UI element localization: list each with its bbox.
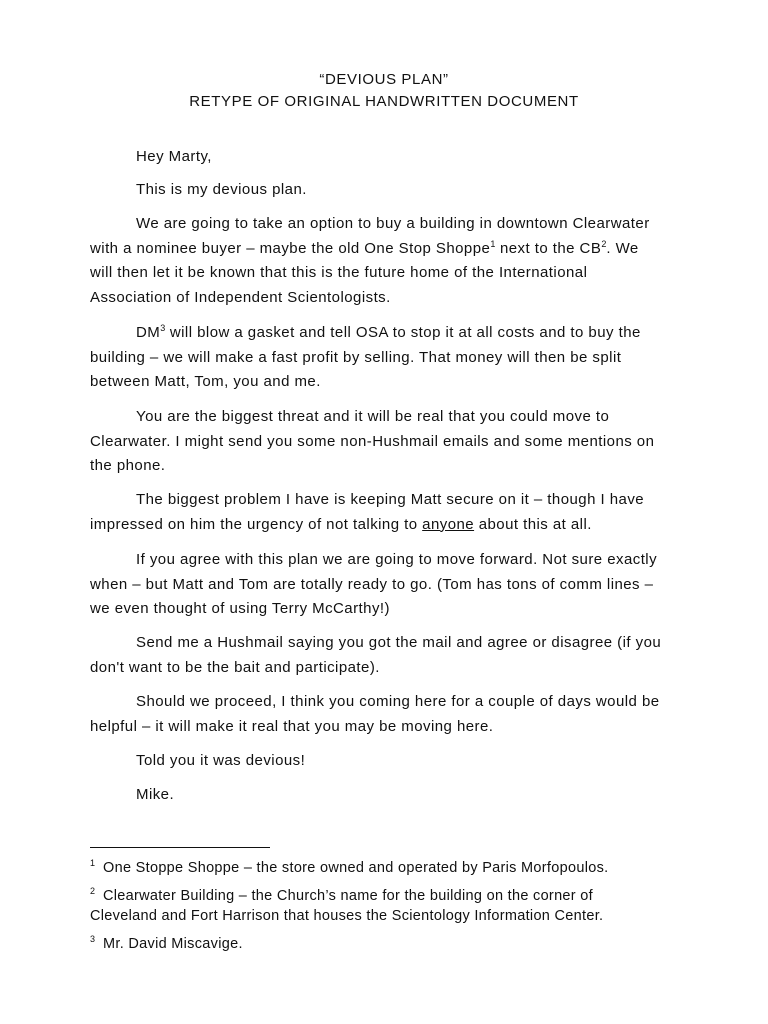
document-title: “DEVIOUS PLAN”: [319, 71, 449, 88]
underlined-anyone: anyone: [422, 515, 475, 533]
paragraph-8: Should we proceed, I think you coming here for a couple of days would be helpful – it will make it real that you may be moving here.: [90, 693, 660, 735]
footnote-ref-3[interactable]: 3: [160, 323, 166, 333]
footnote-divider: [90, 847, 270, 848]
footnote-ref-2[interactable]: 2: [601, 238, 607, 249]
paragraph-5: The biggest problem I have is keeping Matt secure on it – though I have impressed on him the urgency of not talking to anyone about this at all.: [90, 491, 645, 533]
paragraph-2: We are going to take an option to buy a building in downtown Clearwater with a nominee buyer – maybe the old One Stop Shoppe$^1$ next to the $CB^2$. We will then let it be known that this is the future home of the International Association of Independent Scientologists.: [90, 215, 650, 306]
footnote-1: $^1$ One Stoppe Shoppe – the store owned and operated by Paris Morfopoulos.: [90, 858, 609, 876]
paragraph-3: $DM^3$ will blow a gasket and tell OSA to stop it at all costs and to buy the building – we will make a fast profit by selling. That money will then be split between Matt, Tom, you and me.: [90, 323, 641, 390]
footnote-ref-1[interactable]: 1: [490, 238, 496, 249]
paragraph-1: This is my devious plan.: [136, 181, 307, 198]
footnote-2: $^2$ Clearwater Building – the Church’s name for the building on the corner of Cleveland and Fort Harrison that houses the Scientology Information Center.: [90, 886, 604, 924]
paragraph-9: Told you it was devious!: [136, 752, 306, 769]
paragraph-4: You are the biggest threat and it will be real that you could move to Clearwater. I might send you some non-Hushmail emails and some mentions on the phone.: [90, 408, 655, 474]
document-subtitle: RETYPE OF ORIGINAL HANDWRITTEN DOCUMENT: [189, 93, 579, 110]
footnote-3: $^3$ Mr. David Miscavige.: [90, 934, 243, 952]
letter-signature: Mike.: [136, 786, 175, 803]
letter-greeting: Hey Marty,: [136, 148, 212, 165]
paragraph-7: Send me a Hushmail saying you got the mail and agree or disagree (if you don't want to be the bait and participate).: [90, 634, 662, 676]
paragraph-6: If you agree with this plan we are going to move forward. Not sure exactly when – but Matt and Tom are totally ready to go. (Tom has tons of comm lines – we even thought of using Terry McCarthy!): [90, 551, 658, 617]
